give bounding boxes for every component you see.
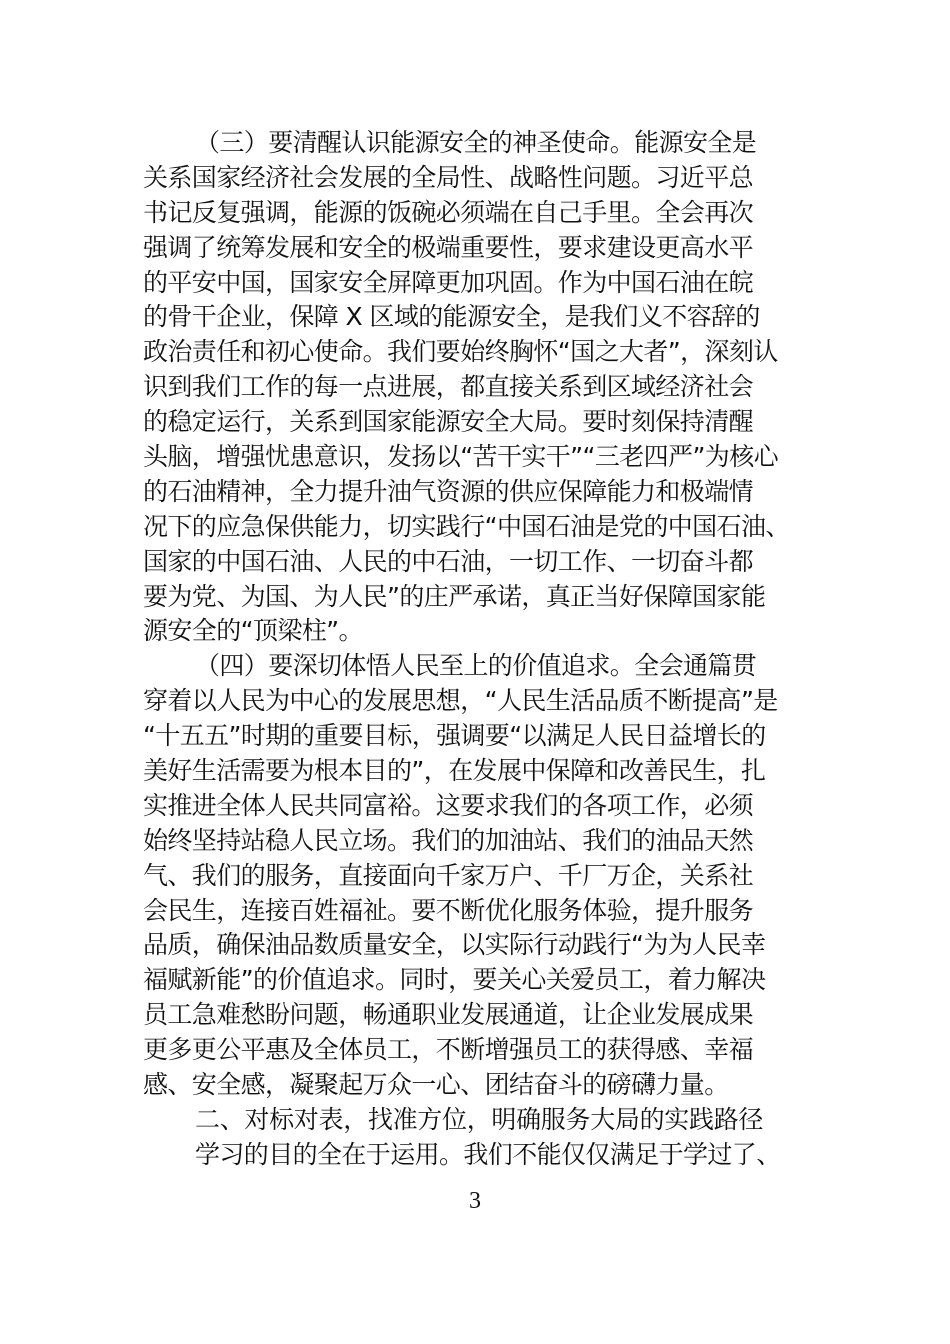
text-line: 书记反复强调，能源的饭碗必须端在自己手里。全会再次 — [143, 197, 754, 227]
paragraph-section-3 — [143, 126, 813, 649]
paragraph-after-heading — [143, 1138, 813, 1173]
text-line: 识到我们工作的每一点进展，都直接关系到区域经济社会 — [143, 372, 754, 402]
text-line: 始终坚持站稳人民立场。我们的加油站、我们的油品天然 — [143, 825, 754, 855]
text-line: 头脑，增强忧患意识，发扬以“苦干实干”“三老四严”为核心 — [143, 442, 779, 472]
text-line: 源安全的“顶梁柱”。 — [143, 616, 363, 646]
text-line: 感、安全感，凝聚起万众一心、团结奋斗的磅礴力量。 — [143, 1070, 729, 1100]
text-line: 美好生活需要为根本目的”，在发展中保障和改善民生，扎 — [143, 756, 766, 786]
text-line: 的石油精神，全力提升油气资源的供应保障能力和极端情 — [143, 476, 754, 506]
text-line: 关系国家经济社会发展的全局性、战略性问题。习近平总 — [143, 162, 754, 192]
text-line: 的稳定运行，关系到国家能源安全大局。要时刻保持清醒 — [143, 407, 754, 437]
text-line: 穿着以人民为中心的发展思想，“人民生活品质不断提高”是 — [143, 686, 778, 716]
text-line: 的骨干企业，保障 X 区域的能源安全，是我们义不容辞的 — [143, 302, 760, 332]
text-line: 实推进全体人民共同富裕。这要求我们的各项工作，必须 — [143, 790, 754, 820]
text-line: 福赋新能”的价值追求。同时，要关心关爱员工，着力解决 — [143, 965, 766, 995]
text-line: 气、我们的服务，直接面向千家万户、千厂万企，关系社 — [143, 860, 754, 890]
text-line: 况下的应急保供能力，切实践行“中国石油是党的中国石油、 — [143, 511, 790, 541]
text-line: 品质，确保油品数质量安全，以实际行动践行“为为人民幸 — [143, 930, 766, 960]
text-line: “十五五”时期的重要目标，强调要“以满足人民日益增长的 — [143, 721, 766, 751]
text-line: 要为党、为国、为人民”的庄严承诺，真正当好保障国家能 — [143, 581, 766, 611]
document-body — [143, 126, 813, 1173]
section-heading-text: 二、对标对表，找准方位，明确服务大局的实践路径 — [195, 1104, 764, 1134]
text-line: 学习的目的全在于运用。我们不能仅仅满足于学过了、 — [195, 1139, 781, 1169]
paragraph-section-4 — [143, 649, 813, 1103]
text-line: 政治责任和初心使命。我们要始终胸怀“国之大者”，深刻认 — [143, 337, 778, 367]
text-line: （四）要深切体悟人民至上的价值追求。全会通篇贯 — [195, 651, 757, 681]
text-line: 会民生，连接百姓福祉。要不断优化服务体验，提升服务 — [143, 895, 754, 925]
text-line: 的平安中国，国家安全屏障更加巩固。作为中国石油在皖 — [143, 267, 754, 297]
text-line: 强调了统筹发展和安全的极端重要性，要求建设更高水平 — [143, 232, 754, 262]
page-number: 3 — [469, 1188, 481, 1214]
text-line: 国家的中国石油、人民的中石油，一切工作、一切奋斗都 — [143, 546, 754, 576]
section-heading-2 — [143, 1103, 813, 1138]
text-line: 员工急难愁盼问题，畅通职业发展通道，让企业发展成果 — [143, 1000, 754, 1030]
text-line: 更多更公平惠及全体员工，不断增强员工的获得感、幸福 — [143, 1035, 754, 1065]
text-line: （三）要清醒认识能源安全的神圣使命。能源安全是 — [195, 128, 757, 157]
